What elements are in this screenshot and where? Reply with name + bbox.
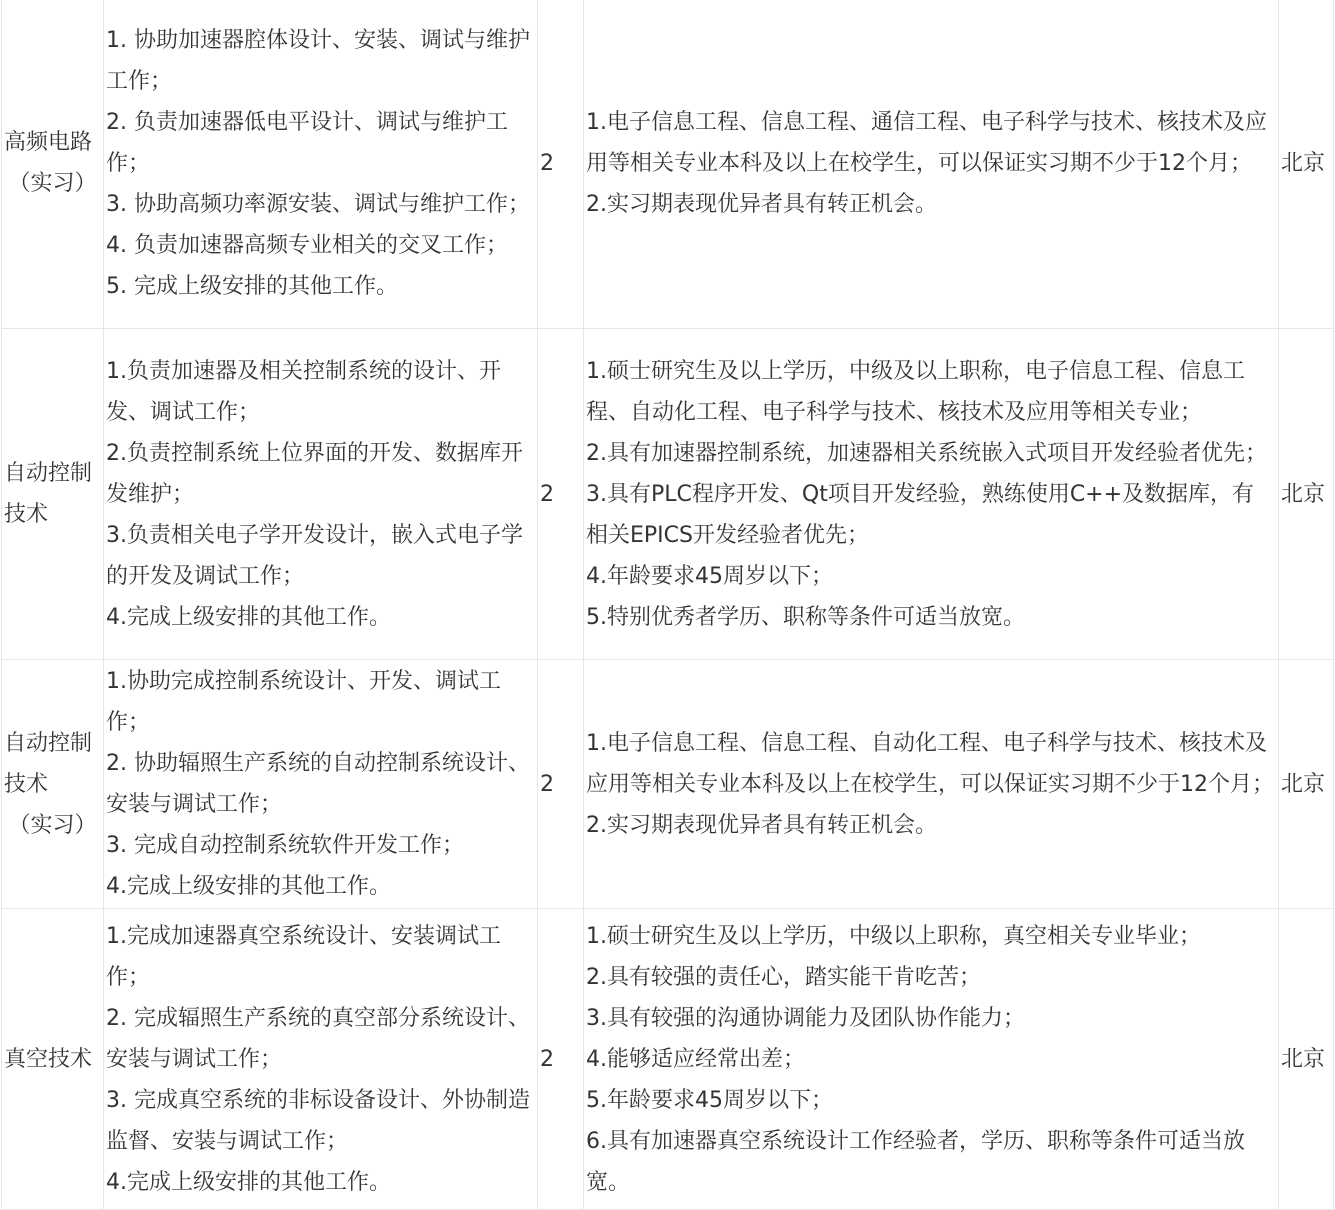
position-name: 自动控制技术	[4, 461, 93, 527]
requirement-item: 1.电子信息工程、信息工程、通信工程、电子科学与技术、核技术及应用等相关专业本科及以上在校学生，可以保证实习期不少于12个月；	[586, 109, 1267, 176]
work-location: 北京	[1279, 0, 1334, 329]
requirement-item: 2.具有较强的责任心，踏实能干肯吃苦；	[586, 964, 981, 990]
duty-item: 3. 协助高频功率源安装、调试与维护工作；	[106, 191, 530, 217]
table-row	[2, 660, 1334, 909]
work-location: 北京	[1279, 909, 1334, 1210]
duty-item: 4. 负责加速器高频专业相关的交叉工作；	[106, 232, 508, 258]
position-name-cell	[2, 660, 104, 909]
duties-cell	[104, 0, 538, 329]
duty-item: 3.负责相关电子学开发设计，嵌入式电子学的开发及调试工作；	[106, 522, 523, 589]
requirement-item: 3.具有较强的沟通协调能力及团队协作能力；	[586, 1005, 1025, 1031]
requirements-cell	[584, 329, 1279, 660]
requirement-item: 2.具有加速器控制系统，加速器相关系统嵌入式项目开发经验者优先；	[586, 440, 1267, 466]
duty-item: 1. 协助加速器腔体设计、安装、调试与维护工作；	[106, 27, 530, 94]
requirements-cell	[584, 660, 1279, 909]
position-name: 自动控制技术	[4, 730, 93, 797]
requirement-item: 2.实习期表现优异者具有转正机会。	[586, 191, 937, 217]
requirement-item: 1.硕士研究生及以上学历，中级及以上职称，电子信息工程、信息工程、自动化工程、电子科学与技术、核技术及应用等相关专业；	[586, 358, 1245, 425]
position-name-cell	[2, 329, 104, 660]
position-name-sub: （实习）	[8, 812, 97, 838]
requirement-item: 1.电子信息工程、信息工程、自动化工程、电子科学与技术、核技术及应用等相关专业本科及以上在校学生，可以保证实习期不少于12个月；	[586, 730, 1274, 797]
duty-item: 2.负责控制系统上位界面的开发、数据库开发维护；	[106, 440, 523, 507]
position-name-sub: （实习）	[8, 171, 97, 196]
duty-item: 3. 完成自动控制系统软件开发工作；	[106, 833, 464, 858]
job-table	[1, 0, 1334, 1210]
headcount: 2	[538, 0, 584, 329]
requirement-item: 1.硕士研究生及以上学历，中级以上职称，真空相关专业毕业；	[586, 923, 1201, 949]
duty-item: 1.协助完成控制系统设计、开发、调试工作；	[106, 669, 501, 735]
duty-item: 2. 完成辐照生产系统的真空部分系统设计、安装与调试工作；	[106, 1005, 530, 1072]
duty-item: 4.完成上级安排的其他工作。	[106, 1169, 391, 1195]
duty-item: 4.完成上级安排的其他工作。	[106, 604, 391, 630]
requirement-item: 5.特别优秀者学历、职称等条件可适当放宽。	[586, 604, 1025, 630]
requirement-item: 4.年龄要求45周岁以下；	[586, 563, 833, 589]
requirement-item: 5.年龄要求45周岁以下；	[586, 1087, 833, 1113]
duty-item: 4.完成上级安排的其他工作。	[106, 874, 391, 899]
table-row	[2, 329, 1334, 660]
requirements-cell	[584, 909, 1279, 1210]
position-name: 真空技术	[4, 1046, 93, 1072]
requirement-item: 2.实习期表现优异者具有转正机会。	[586, 812, 937, 838]
duty-item: 5. 完成上级安排的其他工作。	[106, 273, 398, 299]
duty-item: 1.负责加速器及相关控制系统的设计、开发、调试工作；	[106, 358, 501, 425]
duties-cell	[104, 329, 538, 660]
table-row	[2, 909, 1334, 1210]
requirement-item: 3.具有PLC程序开发、Qt项目开发经验，熟练使用C++及数据库，有相关EPICS开发经验者优先；	[586, 481, 1255, 548]
work-location: 北京	[1279, 329, 1334, 660]
requirement-item: 6.具有加速器真空系统设计工作经验者，学历、职称等条件可适当放宽。	[586, 1128, 1245, 1195]
position-name-cell	[2, 909, 104, 1210]
requirement-item: 4.能够适应经常出差；	[586, 1046, 805, 1072]
headcount: 2	[538, 660, 584, 909]
duties-cell	[104, 660, 538, 909]
duty-item: 1.完成加速器真空系统设计、安装调试工作；	[106, 923, 501, 990]
work-location: 北京	[1279, 660, 1334, 909]
table-row	[2, 0, 1334, 329]
duties-cell	[104, 909, 538, 1210]
headcount: 2	[538, 329, 584, 660]
duty-item: 3. 完成真空系统的非标设备设计、外协制造监督、安装与调试工作；	[106, 1087, 530, 1154]
duty-item: 2. 负责加速器低电平设计、调试与维护工作；	[106, 109, 508, 176]
duty-item: 2. 协助辐照生产系统的自动控制系统设计、安装与调试工作；	[106, 751, 530, 817]
position-name: 高频电路	[4, 130, 93, 155]
requirements-cell	[584, 0, 1279, 329]
headcount: 2	[538, 909, 584, 1210]
position-name-cell	[2, 0, 104, 329]
